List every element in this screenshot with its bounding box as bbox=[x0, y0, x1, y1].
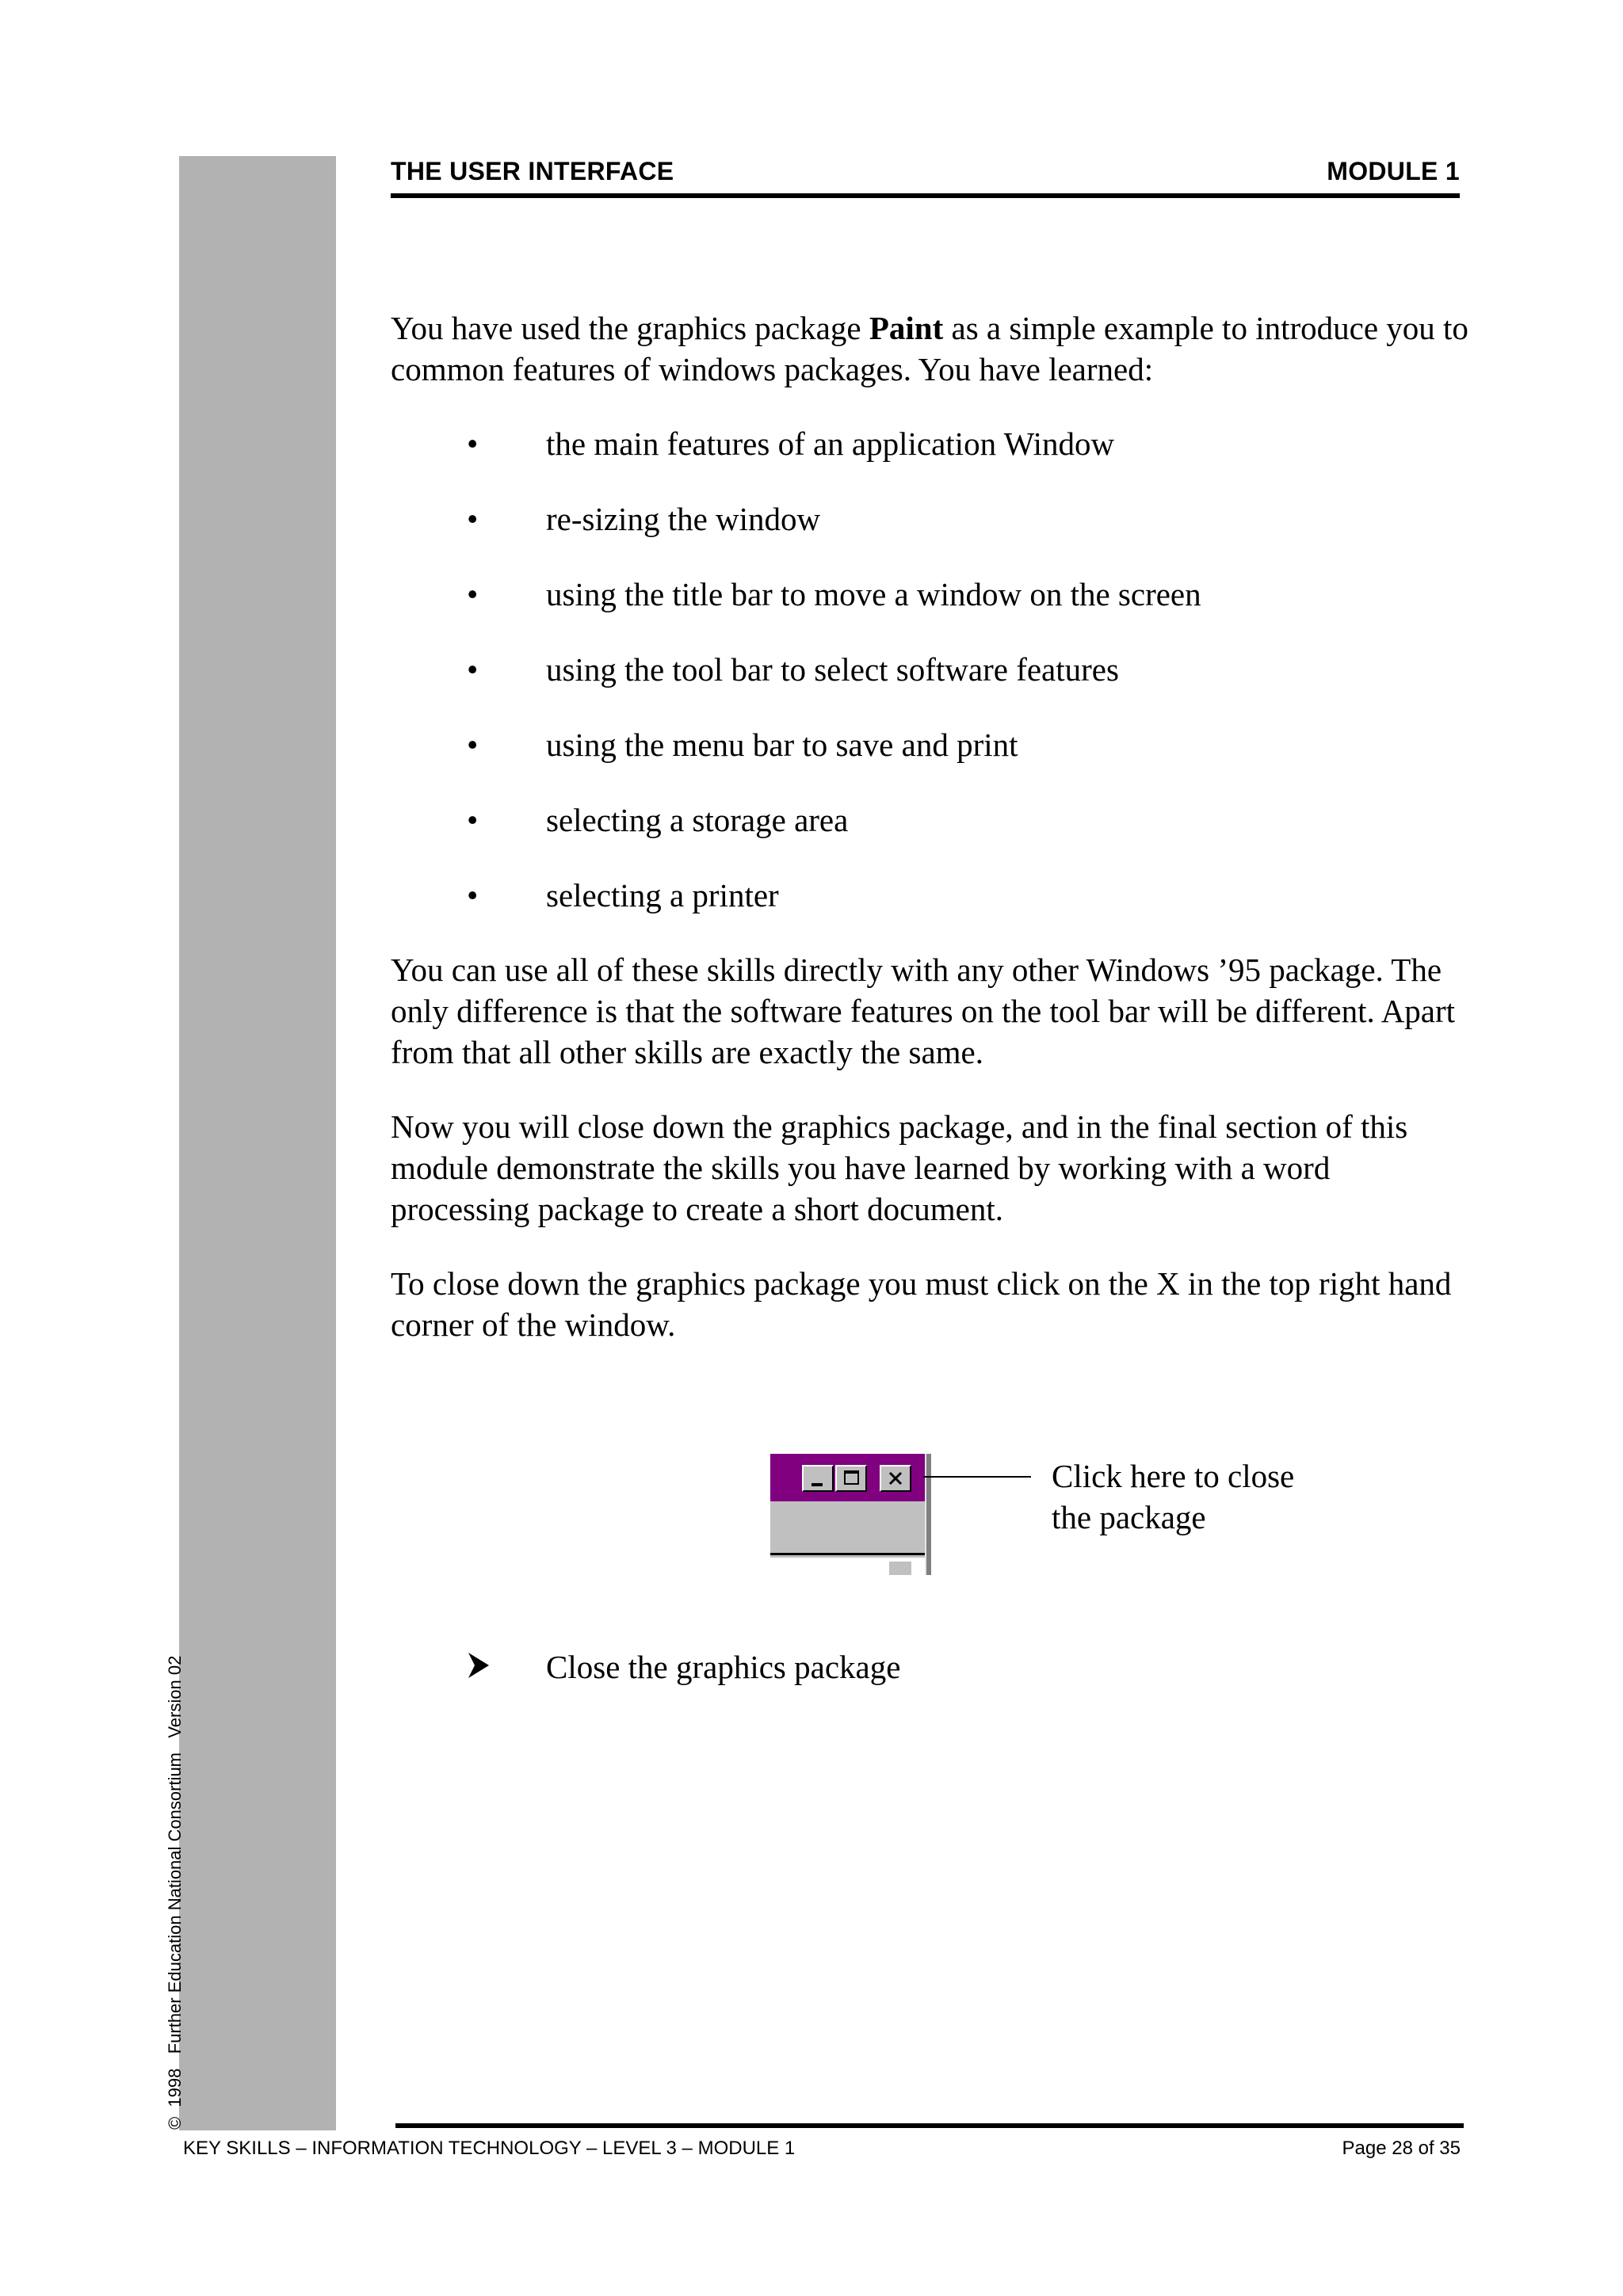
list-item-text: the main features of an application Window bbox=[546, 425, 1115, 462]
list-item bbox=[391, 574, 1468, 615]
close-callout bbox=[1052, 1455, 1294, 1538]
footer-course-title: KEY SKILLS – INFORMATION TECHNOLOGY – LEVEL 3 – MODULE 1 bbox=[183, 2138, 796, 2159]
intro-paragraph bbox=[391, 307, 1468, 390]
callout-line-2: the package bbox=[1052, 1499, 1206, 1535]
scrollbar-button bbox=[888, 1560, 911, 1575]
list-item-text: selecting a storage area bbox=[546, 802, 849, 838]
intro-text-start: You have used the graphics package bbox=[391, 310, 869, 346]
bullet-icon: • bbox=[467, 425, 479, 462]
intro-text-end: as a simple example to introduce you to common features of windows packages. You have learned: bbox=[391, 310, 1468, 387]
window-divider bbox=[770, 1553, 925, 1555]
list-item-text: using the title bar to move a window on the screen bbox=[546, 576, 1201, 612]
list-item bbox=[391, 423, 1468, 464]
close-icon bbox=[881, 1466, 910, 1490]
window-frame bbox=[770, 1501, 925, 1508]
close-button bbox=[880, 1465, 911, 1492]
list-item-text: using the menu bar to save and print bbox=[546, 727, 1018, 763]
copyright-notice: © 1998 Further Education National Consortium Version 02 bbox=[165, 1655, 185, 2130]
bullet-icon: • bbox=[467, 802, 479, 838]
list-item bbox=[391, 724, 1468, 765]
footer-divider bbox=[395, 2123, 1464, 2128]
grey-margin-bar bbox=[179, 156, 336, 2130]
list-item bbox=[391, 799, 1468, 841]
bullet-icon: • bbox=[467, 651, 479, 688]
minimize-button bbox=[802, 1465, 834, 1492]
close-instruction-paragraph: To close down the graphics package you must click on the X in the top right hand corner of the window. bbox=[391, 1265, 1452, 1343]
arrowhead-bullet-icon bbox=[467, 1650, 491, 1681]
footer-page-number: Page 28 of 35 bbox=[1342, 2138, 1461, 2159]
list-item bbox=[391, 649, 1468, 690]
list-item-text: selecting a printer bbox=[546, 877, 779, 913]
list-item bbox=[391, 875, 1468, 916]
window-right-edge bbox=[925, 1454, 931, 1575]
list-item-text: re-sizing the window bbox=[546, 501, 821, 537]
bullet-icon: • bbox=[467, 877, 479, 913]
header-divider bbox=[391, 193, 1460, 198]
minimize-icon bbox=[812, 1483, 823, 1486]
callout-leader-line bbox=[923, 1476, 1031, 1478]
paint-app-name: Paint bbox=[869, 310, 944, 346]
skills-list bbox=[391, 423, 1468, 916]
bullet-icon: • bbox=[467, 501, 479, 537]
window-corner-figure bbox=[770, 1454, 933, 1575]
main-content bbox=[391, 307, 1468, 1379]
maximize-icon bbox=[844, 1470, 859, 1485]
next-section-paragraph: Now you will close down the graphics package, and in the final section of this module demonstrate the skills you have learned by working with a word processing package to create a short document. bbox=[391, 1108, 1408, 1227]
list-item-text: using the tool bar to select software features bbox=[546, 651, 1119, 688]
page-header-module: MODULE 1 bbox=[1327, 157, 1460, 185]
maximize-button bbox=[835, 1465, 867, 1492]
callout-line-1: Click here to close bbox=[1052, 1458, 1295, 1494]
bullet-icon: • bbox=[467, 727, 479, 763]
list-item bbox=[391, 498, 1468, 540]
page-header-title: THE USER INTERFACE bbox=[391, 157, 674, 185]
bullet-icon: • bbox=[467, 576, 479, 612]
action-step-text: Close the graphics package bbox=[546, 1649, 901, 1685]
skills-transfer-paragraph: You can use all of these skills directly with any other Windows ’95 package. The only difference is that the software features on the tool bar will be different. Apart from that all other skills are exactly the same. bbox=[391, 952, 1456, 1070]
